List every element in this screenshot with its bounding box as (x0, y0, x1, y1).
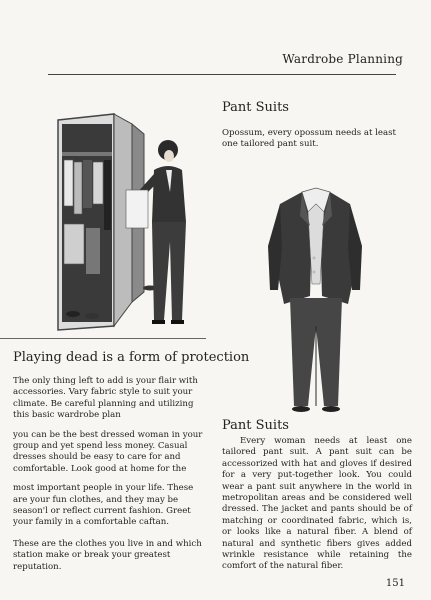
left-section-body (13, 376, 203, 573)
section-heading-pant-suits-top: Pant Suits (222, 100, 289, 115)
left-paragraph-3: most important people in your life. These are your fun clothes, and they may be season'l or reflect current fashion. Greet your family in a comfortable caftan. (13, 483, 194, 528)
pant-suit-illustration (260, 186, 370, 414)
pant-suits-bottom-text: Every woman needs at least one tailored pant suit. A pant suit can be accessorized with hat and gloves if desired for a very put-together look. You could wear a pant suit anywhere in the world in metropolitan areas and be considered well dressed. The jacket and pants should be of matching or coordinated fabric, which is, or looks like a natural fiber. A blend of natural and synthetic fibers gives added wrinkle resistance while retaining the comfort of the natural fiber. (222, 436, 412, 572)
left-section-rule (0, 338, 206, 339)
left-paragraph-4: These are the clothes you live in and which station make or break your greatest reputation. (13, 538, 202, 572)
page-number: 151 (385, 578, 405, 589)
page-header-title: Wardrobe Planning (282, 52, 403, 66)
section-heading-pant-suits-bottom: Pant Suits (222, 418, 289, 433)
left-paragraph-2: you can be the best dressed woman in your group and yet spend less money. Casual dresses should be easy to care for and comfortable. Look good at home for the (13, 429, 203, 474)
section-heading-playing-dead: Playing dead is a form of protection (13, 350, 250, 365)
woman-at-closet-illustration (40, 112, 210, 337)
header-rule (48, 74, 396, 75)
pant-suits-top-text: Opossum, every opossum needs at least one tailored pant suit. (222, 128, 396, 150)
left-paragraph-1: The only thing left to add is your flair with accessories. Vary fabric style to suit your climate. Be careful planning and utilizing this basic wardrobe plan (13, 376, 198, 421)
